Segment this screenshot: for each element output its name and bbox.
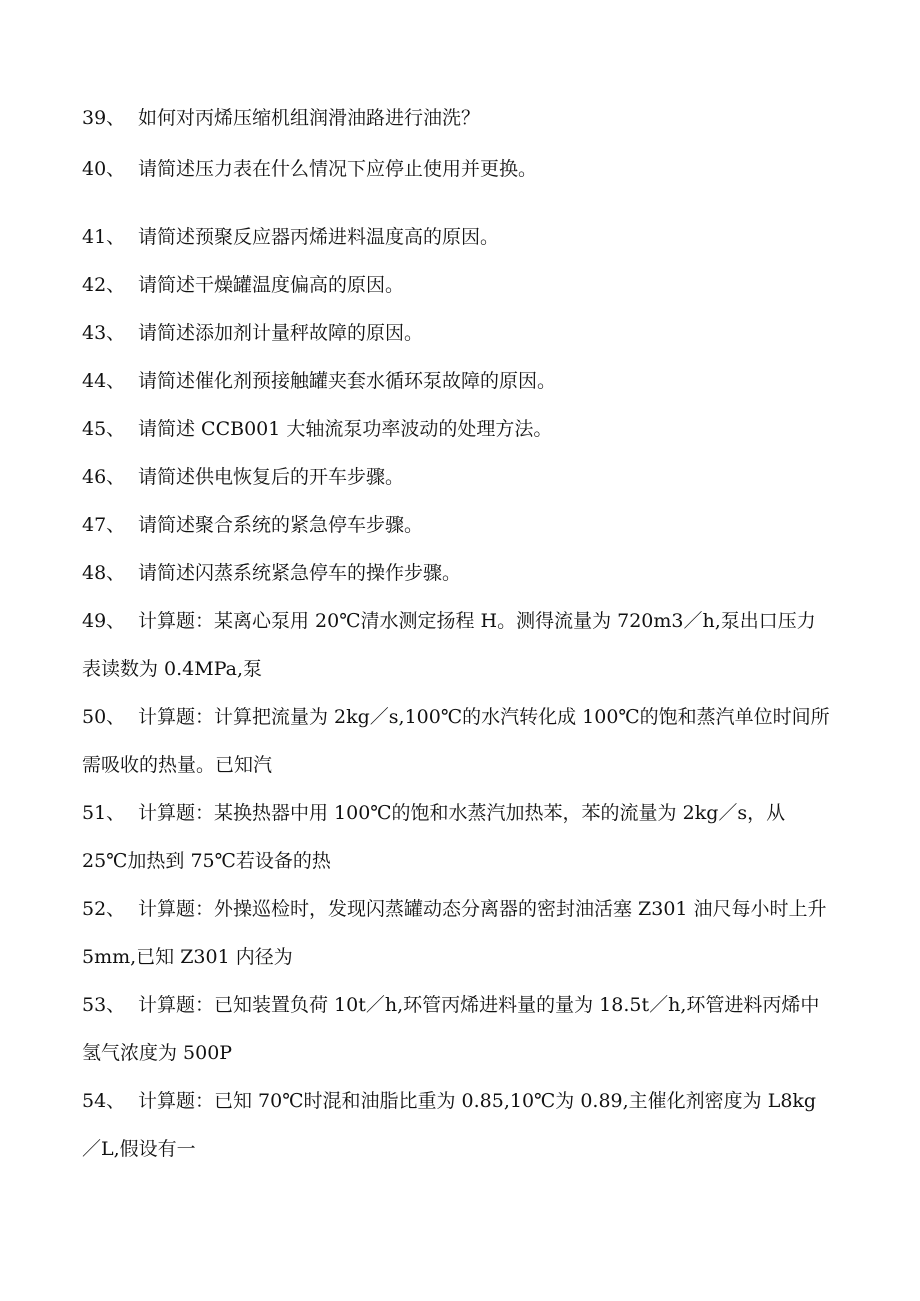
question-text: 计算题：某换热器中用 100℃的饱和水蒸汽加热苯，苯的流量为 2kg／s，从 25℃加热到 75℃若设备的热 [82,802,786,872]
question-number: 54、 [82,1090,126,1112]
question-44 [82,357,832,405]
question-text: 请简述压力表在什么情况下应停止使用并更换。 [138,158,538,180]
question-45 [82,405,832,453]
question-number: 47、 [82,514,126,536]
question-text: 请简述催化剂预接触罐夹套水循环泵故障的原因。 [138,370,557,392]
question-49 [82,597,832,693]
question-text: 请简述 CCB001 大轴流泵功率波动的处理方法。 [138,418,553,440]
question-text: 计算题：外操巡检时，发现闪蒸罐动态分离器的密封油活塞 Z301 油尺每小时上升 5mm,已知 Z301 内径为 [82,898,827,968]
question-50 [82,693,832,789]
question-text: 计算题：已知装置负荷 10t／h,环管丙烯进料量的量为 18.5t／h,环管进料丙烯中氢气浓度为 500P [82,994,820,1064]
question-number: 39、 [82,107,126,129]
question-text: 计算题：计算把流量为 2kg／s,100℃的水汽转化成 100℃的饱和蒸汽单位时间所需吸收的热量。已知汽 [82,706,830,776]
question-text: 请简述添加剂计量秤故障的原因。 [138,322,424,344]
question-40 [82,145,832,193]
question-text: 请简述干燥罐温度偏高的原因。 [138,274,405,296]
question-42 [82,261,832,309]
question-number: 49、 [82,610,126,632]
question-48 [82,549,832,597]
question-number: 44、 [82,370,126,392]
question-number: 42、 [82,274,126,296]
question-text: 如何对丙烯压缩机组润滑油路进行油洗？ [138,107,481,129]
question-51 [82,789,832,885]
question-53 [82,981,832,1077]
question-text: 请简述预聚反应器丙烯进料温度高的原因。 [138,226,500,248]
question-39 [82,94,832,142]
question-text: 计算题：已知 70℃时混和油脂比重为 0.85,10℃为 0.89,主催化剂密度为 L8kg／L,假设有一 [82,1090,817,1160]
question-number: 50、 [82,706,126,728]
question-text: 请简述供电恢复后的开车步骤。 [138,466,405,488]
question-text: 请简述闪蒸系统紧急停车的操作步骤。 [138,562,462,584]
question-number: 51、 [82,802,126,824]
question-41 [82,213,832,261]
question-number: 41、 [82,226,126,248]
question-number: 45、 [82,418,126,440]
question-text: 计算题：某离心泵用 20℃清水测定扬程 H。测得流量为 720m3／h,泵出口压力表读数为 0.4MPa,泵 [82,610,816,680]
question-text: 请简述聚合系统的紧急停车步骤。 [138,514,424,536]
question-46 [82,453,832,501]
question-number: 46、 [82,466,126,488]
question-number: 53、 [82,994,126,1016]
question-43 [82,309,832,357]
question-47 [82,501,832,549]
question-number: 48、 [82,562,126,584]
question-54 [82,1077,832,1173]
question-number: 52、 [82,898,126,920]
question-52 [82,885,832,981]
question-number: 43、 [82,322,126,344]
question-number: 40、 [82,158,126,180]
